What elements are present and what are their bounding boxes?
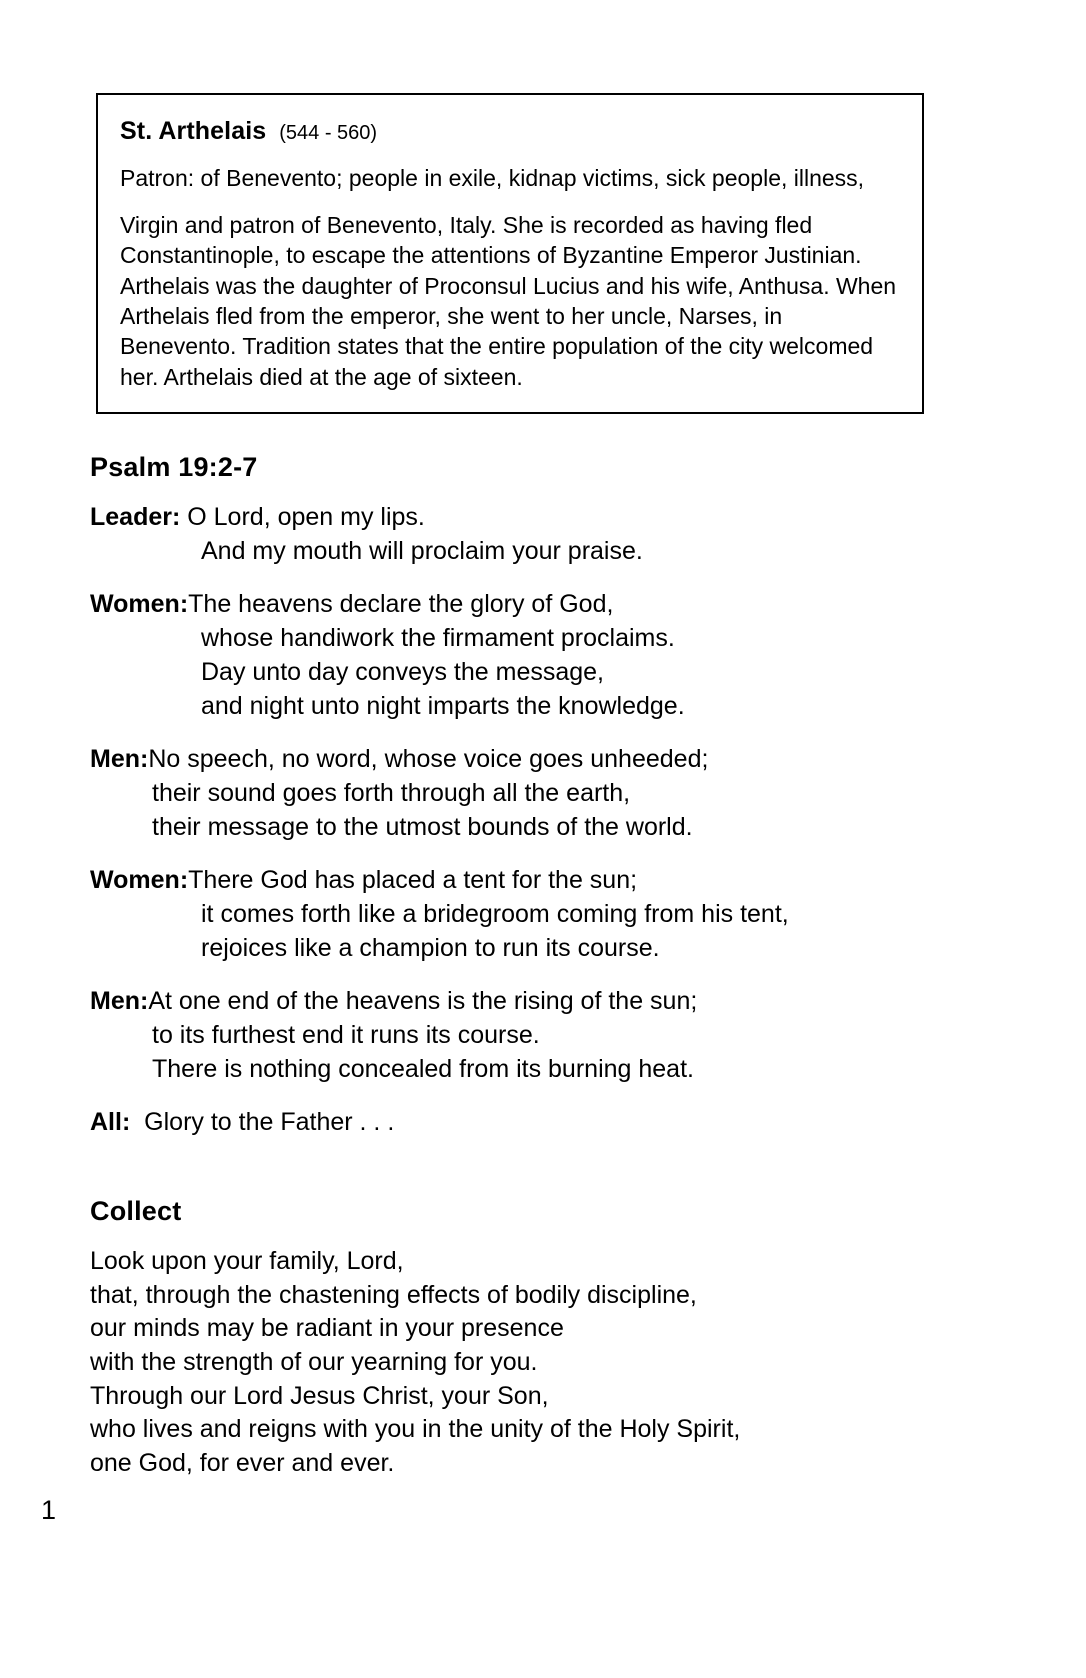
collect-line: Look upon your family, Lord, — [90, 1247, 404, 1275]
psalm-verse-line: rejoices like a champion to run its course. — [201, 934, 660, 962]
psalm-heading: Psalm 19:2-7 — [90, 452, 258, 482]
psalm-verse-block — [90, 863, 990, 965]
psalm-verse-text: There God has placed a tent for the sun; — [188, 866, 638, 894]
collect-line: with the strength of our yearning for you. — [90, 1347, 538, 1376]
psalm-verse-line: their sound goes forth through all the earth, — [152, 779, 631, 807]
psalm-verse-first-line — [90, 1105, 990, 1139]
psalm-verse-text: Glory to the Father . . . — [144, 1108, 395, 1136]
collect-heading: Collect — [90, 1196, 182, 1226]
psalm-verse-line: and night unto night imparts the knowledge. — [201, 692, 685, 720]
saint-info-box — [96, 93, 924, 414]
psalm-verse-block — [90, 742, 990, 844]
saint-title-row — [120, 117, 902, 146]
saint-years: (544 - 560) — [279, 122, 378, 144]
saint-patron-line: Patron: of Benevento; people in exile, kidnap victims, sick people, illness, — [120, 165, 865, 191]
psalm-verse-text: The heavens declare the glory of God, — [188, 590, 614, 618]
psalm-verse-block — [90, 1105, 990, 1139]
psalm-verse-line: it comes forth like a bridegroom coming from his tent, — [201, 900, 789, 928]
psalm-speaker-label: Men: — [90, 987, 149, 1015]
collect-line: one God, for ever and ever. — [90, 1448, 395, 1477]
psalm-verse-line: whose handiwork the firmament proclaims. — [201, 624, 675, 652]
psalm-verse-first-line — [90, 587, 990, 621]
psalm-speaker-label: Women: — [90, 590, 189, 618]
psalm-verse-line: their message to the utmost bounds of the world. — [152, 813, 693, 841]
psalm-speaker-label: Leader: — [90, 503, 188, 531]
collect-line: our minds may be radiant in your presence — [90, 1314, 564, 1343]
psalm-verse-first-line — [90, 742, 990, 776]
psalm-verse-first-line — [90, 500, 990, 534]
psalm-verse-text: O Lord, open my lips. — [187, 503, 425, 531]
psalm-verse-block — [90, 587, 990, 723]
psalm-verse-text: At one end of the heavens is the rising of the sun; — [148, 987, 698, 1015]
psalm-verse-text: No speech, no word, whose voice goes unheeded; — [148, 745, 709, 773]
page-number: 1 — [41, 1495, 57, 1525]
psalm-verse-line: There is nothing concealed from its burning heat. — [152, 1055, 694, 1083]
psalm-body — [90, 500, 990, 1139]
psalm-verse-line: Day unto day conveys the message, — [201, 658, 605, 686]
collect-line: Through our Lord Jesus Christ, your Son, — [90, 1381, 549, 1410]
psalm-verse-first-line — [90, 863, 990, 897]
psalm-verse-block — [90, 984, 990, 1086]
psalm-speaker-label: All: — [90, 1108, 145, 1136]
psalm-verse-first-line — [90, 984, 990, 1018]
collect-body — [90, 1245, 990, 1480]
psalm-verse-block — [90, 500, 990, 568]
saint-name: St. Arthelais — [120, 117, 267, 145]
psalm-verse-line: to its furthest end it runs its course. — [152, 1021, 540, 1049]
psalm-speaker-label: Women: — [90, 866, 189, 894]
psalm-speaker-label: Men: — [90, 745, 149, 773]
saint-biography: Virgin and patron of Benevento, Italy. She is recorded as having fled Constantinople, to escape the attentions of Byzantine Emperor Justinian. Arthelais was the daughter of Proconsul Lucius and his wife, Anthusa. When Arthelais fled from the emperor, she went to her uncle, Narses, in Benevento. Tradition states that the entire population of the city welcomed her. Arthelais died at the age of sixteen. — [120, 211, 897, 390]
collect-line: who lives and reigns with you in the unity of the Holy Spirit, — [90, 1415, 741, 1444]
collect-line: that, through the chastening effects of bodily discipline, — [90, 1280, 697, 1309]
psalm-verse-line: And my mouth will proclaim your praise. — [201, 537, 643, 565]
